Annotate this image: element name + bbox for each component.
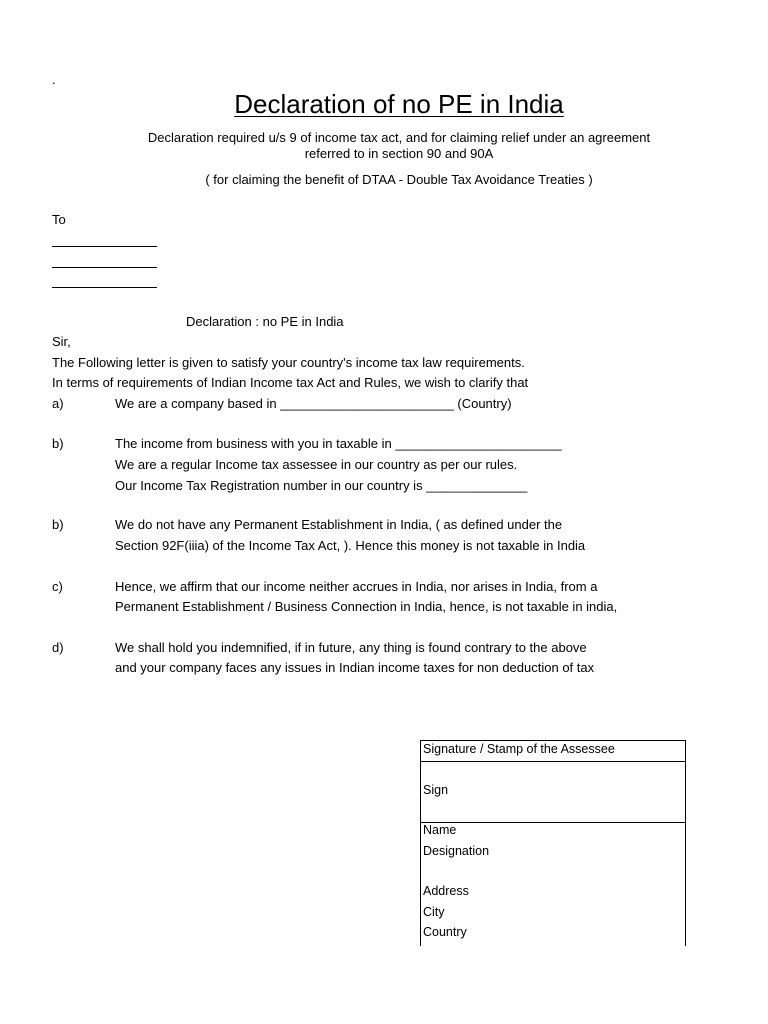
stray-dot: . xyxy=(52,72,56,87)
subtitle-line-1: Declaration required u/s 9 of income tax act, and for claiming relief under an agreement xyxy=(147,130,651,145)
item-line: Section 92F(iiia) of the Income Tax Act, ). Hence this money is not taxable in India xyxy=(115,538,586,553)
name-label: Name xyxy=(423,823,457,837)
address-blank-line-2 xyxy=(52,267,157,268)
item-line: We are a regular Income tax assessee in our country as per our rules. xyxy=(115,457,518,472)
item-line: Our Income Tax Registration number in our country is ______________ xyxy=(115,478,528,493)
salutation: Sir, xyxy=(52,334,71,349)
document-title: Declaration of no PE in India xyxy=(234,89,564,119)
address-blank-line-3 xyxy=(52,287,157,288)
address-label: Address xyxy=(423,884,469,898)
item-marker: b) xyxy=(52,517,64,532)
subtitle-line-3: ( for claiming the benefit of DTAA - Double Tax Avoidance Treaties ) xyxy=(205,172,593,187)
city-label: City xyxy=(423,905,445,919)
intro-line-1: The Following letter is given to satisfy your country's income tax law requirements. xyxy=(52,355,525,370)
item-line: Permanent Establishment / Business Connection in India, hence, is not taxable in india, xyxy=(115,599,618,614)
item-line: and your company faces any issues in Indian income taxes for non deduction of tax xyxy=(115,660,595,675)
signature-header: Signature / Stamp of the Assessee xyxy=(423,742,615,756)
to-label: To xyxy=(52,212,66,227)
item-line: We shall hold you indemnified, if in future, any thing is found contrary to the above xyxy=(115,640,587,655)
subtitle-line-2: referred to in section 90 and 90A xyxy=(304,146,494,161)
item-marker: d) xyxy=(52,640,64,655)
item-line: Hence, we affirm that our income neither accrues in India, nor arises in India, from a xyxy=(115,579,598,594)
signature-divider xyxy=(421,822,685,823)
signature-box xyxy=(420,740,686,946)
country-label: Country xyxy=(423,925,467,939)
designation-label: Designation xyxy=(423,844,490,858)
intro-line-2: In terms of requirements of Indian Income tax Act and Rules, we wish to clarify that xyxy=(52,375,529,390)
signature-divider xyxy=(421,761,685,762)
declaration-heading: Declaration : no PE in India xyxy=(186,314,344,329)
item-line: We do not have any Permanent Establishment in India, ( as defined under the xyxy=(115,517,563,532)
item-marker: a) xyxy=(52,396,64,411)
item-line: We are a company based in ________________________ (Country) xyxy=(115,396,512,411)
address-blank-line-1 xyxy=(52,246,157,247)
item-line: The income from business with you in taxable in _______________________ xyxy=(115,436,562,451)
sign-label: Sign xyxy=(423,783,449,797)
item-marker: b) xyxy=(52,436,64,451)
item-marker: c) xyxy=(52,579,63,594)
